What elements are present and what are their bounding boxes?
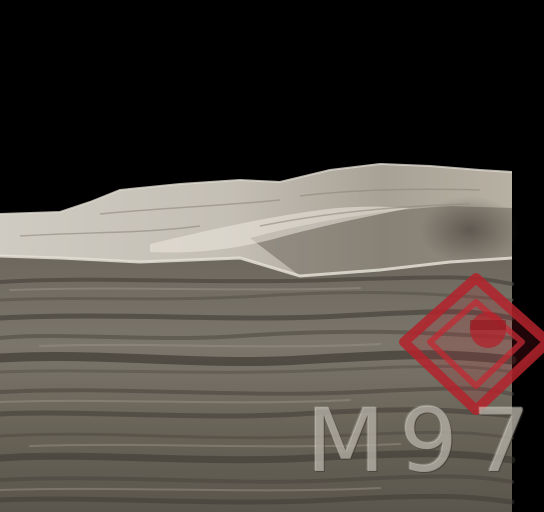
top-face-pit-shadow bbox=[420, 196, 520, 264]
engraved-inscription: M97 bbox=[306, 390, 544, 493]
